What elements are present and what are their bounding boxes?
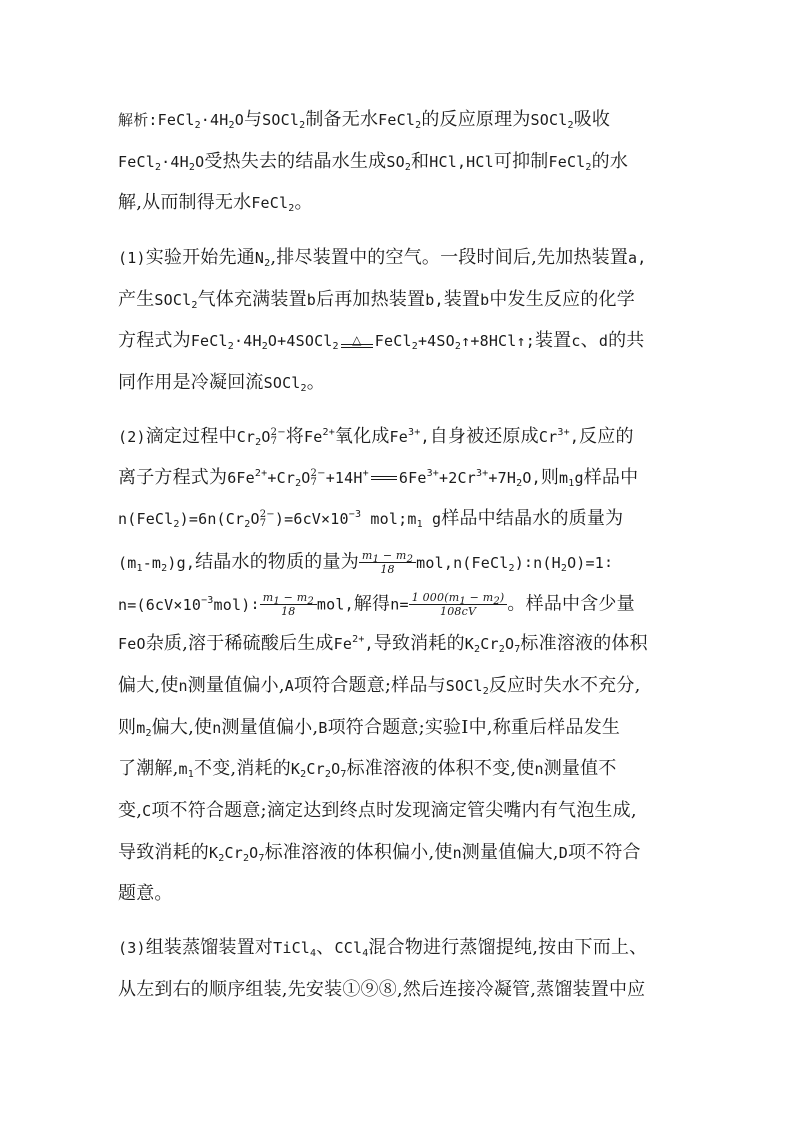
heating-condition-mark: △ — [339, 330, 375, 352]
part2-line-6: FeO杂质,溶于稀硫酸后生成$Fe^{2+}$,导致消耗的$K_2Cr_2O_7$标准溶液的体积 — [118, 633, 648, 655]
part1-line-2: 产生SOCl$_2$气体充满装置b后再加热装置b,装置b中发生反应的化学 — [118, 289, 635, 311]
part2-line-12: 题意。 — [118, 883, 173, 904]
fraction-water-moles-2: $\frac{m_1 - m_2}{18}$ — [260, 591, 317, 618]
part2-line-8: 则$m_2$偏大,使n测量值偏小,B项符合题意;实验Ⅰ中,称重后样品发生 — [118, 717, 621, 739]
part2-line-3: $n(FeCl_2)=6n(Cr_2O$ 2− 7 )$=6cV\times 10^{-3}$ $mol;m_1$ g样品中结晶水的质量为 — [118, 508, 624, 530]
intro-line-3: 解,从而制得无水FeCl$_2$。 — [118, 192, 313, 214]
part2-line-1: (2)滴定过程中$Cr_2O$ 2− 7 将$Fe^{2+}$氧化成$Fe^{3+}$,自身被还原成$Cr^{3+}$,反应的 — [118, 426, 634, 448]
part2-line-9: 了潮解$,m_1$不变,消耗的$K_2Cr_2O_7$标准溶液的体积不变,使n测量值不 — [118, 758, 617, 780]
part2-line-4: $(m_1-m_2)g$,结晶水的物质的量为 $\frac{m_1 - m_2}{18}$ $mol,n(FeCl_2)∶n(H_2O)=1∶$ — [118, 549, 614, 576]
part2-line-10: 变,C项不符合题意;滴定达到终点时发现滴定管尖嘴内有气泡生成, — [118, 800, 637, 821]
part1-line-1: (1)实验开始先通$N_2$,排尽装置中的空气。一段时间后,先加热装置a, — [118, 247, 647, 269]
part3-line-1: (3)组装蒸馏装置对TiCl$_4$、CCl$_4$混合物进行蒸馏提纯,按由下而上、 — [118, 937, 648, 959]
fraction-water-moles: $\frac{m_1 - m_2}{18}$ — [359, 549, 416, 576]
fraction-n-result: $\frac{1 000(m_1 - m_2)}{108cV}$ — [409, 591, 508, 618]
part2-line-5: $n=(6cV\times 10^{-3}mol)∶$ $\frac{m_1 - m_2}{18}$ mol,解得n= $\frac{1 000(m_1 - m_2)}{108cV}$ 。样品中含少量 — [118, 591, 635, 618]
part3-line-2: 从左到右的顺序组装,先安装①⑨⑧,然后连接冷凝管,蒸馏装置中应 — [118, 979, 646, 1000]
part2-line-11: 导致消耗的$K_2Cr_2O_7$标准溶液的体积偏小,使n测量值偏大,D项不符合 — [118, 842, 641, 864]
part1-line-4: 同作用是冷凝回流SOCl$_2$。 — [118, 372, 325, 394]
part2-line-2: 离子方程式为$6Fe^{2+}+Cr_2O$ 2− 7 +14H+ $6Fe^{3+}+2Cr^{3+}+7H_2O$,则$m_1g$样品中 — [118, 467, 639, 489]
part2-line-7: 偏大,使n测量值偏小,A项符合题意;样品与SOCl$_2$反应时失水不充分, — [118, 675, 641, 697]
equals-sign-mark — [369, 471, 399, 485]
part1-line-3: 方程式为$FeCl_2\cdot 4H_2O+4SOCl_2$ △ $FeCl_2+4SO_2↑+8HCl↑$;装置c、d的共 — [118, 330, 645, 352]
intro-line-1: 解析$:FeCl_2\cdot 4H_2O$与SOCl$_2$制备无水FeCl$_2$的反应原理为SOCl$_2$吸收 — [118, 109, 611, 131]
intro-line-2: $FeCl_2\cdot 4H_2O$受热失去的结晶水生成$SO_2$和HCl,HCl可抑制FeCl$_2$的水 — [118, 151, 629, 173]
